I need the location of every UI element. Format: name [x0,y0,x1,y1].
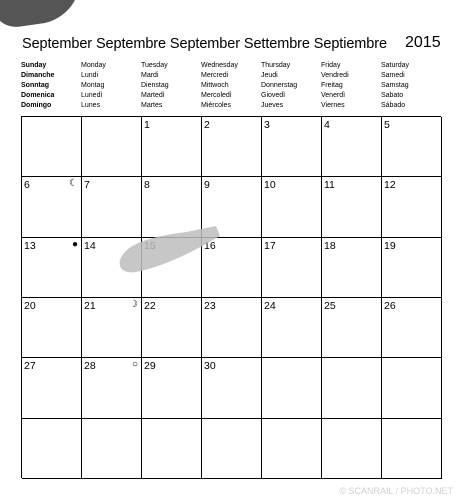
calendar-day-cell [322,298,382,358]
calendar-day-cell [262,358,322,418]
moon-phase-icon: ☾ [69,178,78,190]
moon-phase-icon: ☽ [129,299,138,310]
day-number: 18 [324,239,336,252]
weekday-label: Samstag [381,82,409,89]
weekday-label: Venerdì [321,92,346,99]
calendar-day-cell [142,419,202,479]
weekday-label: Jeudi [261,72,278,79]
calendar-day-cell [262,238,322,298]
day-number: 5 [384,119,390,131]
calendar-day-cell [382,177,442,237]
weekday-label: Samedi [381,72,405,79]
weekday-label: Mardi [141,72,159,79]
calendar-day-cell [322,419,382,479]
calendar-day-cell [382,419,442,479]
weekday-column [81,61,106,111]
moon-phase-icon: ○ [131,359,138,371]
calendar-day-cell [142,117,202,177]
weekday-column [321,61,349,111]
weekday-label: Montag [81,82,105,89]
weekday-label: Friday [321,62,341,69]
calendar-day-cell [382,117,442,177]
weekday-label: Viernes [321,102,345,109]
footer-credit: © SCANRAIL / PHOTO.NET [339,486,453,496]
weekday-label: Martedì [141,92,165,99]
calendar-day-cell [22,177,82,237]
calendar-day-cell [22,117,82,177]
calendar-day-cell [322,117,382,177]
day-number: 3 [264,119,270,131]
weekday-label: Martes [141,102,163,109]
calendar-day-cell [82,298,142,358]
weekday-label: Miércoles [201,102,231,109]
calendar-day-cell [322,358,382,418]
day-number: 21 [84,300,96,312]
weekday-label: Freitag [321,82,343,89]
watermark-icon [116,222,226,282]
weekday-label: Monday [81,62,106,69]
weekday-label: Lunes [81,102,101,109]
calendar-day-cell [82,358,142,418]
day-number: 30 [204,360,216,373]
day-number: 11 [324,179,335,192]
calendar-day-cell [322,238,382,298]
calendar-day-cell [202,419,262,479]
weekday-label: Sabato [381,92,404,99]
weekday-label: Dimanche [21,72,55,79]
weekday-column [21,61,54,111]
weekday-label: Wednesday [201,62,238,69]
calendar-day-cell [262,117,322,177]
day-number: 27 [24,360,36,373]
day-number: 28 [84,360,96,373]
calendar-day-cell [82,117,142,177]
weekday-label: Sunday [21,62,47,69]
weekday-column [381,61,409,111]
calendar-day-cell [382,298,442,358]
calendar-day-cell [322,177,382,237]
day-number: 24 [264,300,276,312]
day-number: 8 [144,179,150,192]
calendar-day-cell [202,358,262,418]
day-number: 22 [144,300,156,312]
year-label: 2015 [405,34,441,51]
calendar-day-cell [22,358,82,418]
day-number: 14 [84,239,96,252]
weekday-label: Vendredi [321,72,349,79]
weekday-label: Domingo [21,102,52,109]
day-number: 4 [324,119,330,131]
day-number: 26 [384,300,396,312]
calendar-day-cell [262,419,322,479]
weekday-column [141,61,169,111]
weekday-label: Giovedì [261,92,286,99]
weekday-label: Mercoledì [201,92,232,99]
day-number: 6 [24,179,30,192]
moon-phase-icon: ● [71,238,78,250]
calendar-day-cell [22,419,82,479]
weekday-label: Tuesday [141,62,168,69]
calendar-day-cell [82,419,142,479]
calendar-day-cell [382,238,442,298]
calendar-day-cell [262,298,322,358]
day-number: 9 [204,179,210,192]
day-number: 25 [324,300,336,312]
weekday-label: Dienstag [141,82,169,89]
day-number: 2 [204,119,210,131]
calendar-day-cell [22,238,82,298]
weekday-label: Donnerstag [261,82,298,89]
weekday-label: Lundi [81,72,99,79]
calendar-day-cell [202,117,262,177]
day-number: 29 [144,360,156,373]
weekday-label: Mittwoch [201,82,229,89]
page-title: September Septembre September Settembre Septiembre [22,36,387,52]
weekday-label: Thursday [261,62,291,69]
day-number: 10 [264,179,276,192]
day-number: 12 [384,179,396,192]
weekday-label: Saturday [381,62,410,69]
weekday-label: Lunedì [81,92,103,99]
calendar-day-cell [202,298,262,358]
calendar-day-cell [22,298,82,358]
weekday-label: Sábado [381,102,406,109]
day-number: 17 [264,239,276,252]
weekday-label: Domenica [21,92,55,99]
day-number: 20 [24,300,36,312]
calendar-day-cell [262,177,322,237]
day-number: 1 [144,119,150,131]
calendar-day-cell [382,358,442,418]
weekday-column [261,61,297,111]
weekday-header [21,61,441,111]
corner-decoration [0,0,86,30]
weekday-label: Jueves [261,102,284,109]
day-number: 13 [24,239,36,252]
day-number: 7 [84,179,90,192]
weekday-column [201,61,238,111]
calendar-grid [21,116,441,478]
day-number: 23 [204,300,216,312]
day-number: 19 [384,239,396,252]
day-number: 16 [204,239,216,252]
calendar-day-cell [142,358,202,418]
calendar-day-cell [142,298,202,358]
weekday-label: Mercredi [201,72,229,79]
weekday-label: Sonntag [21,82,49,89]
